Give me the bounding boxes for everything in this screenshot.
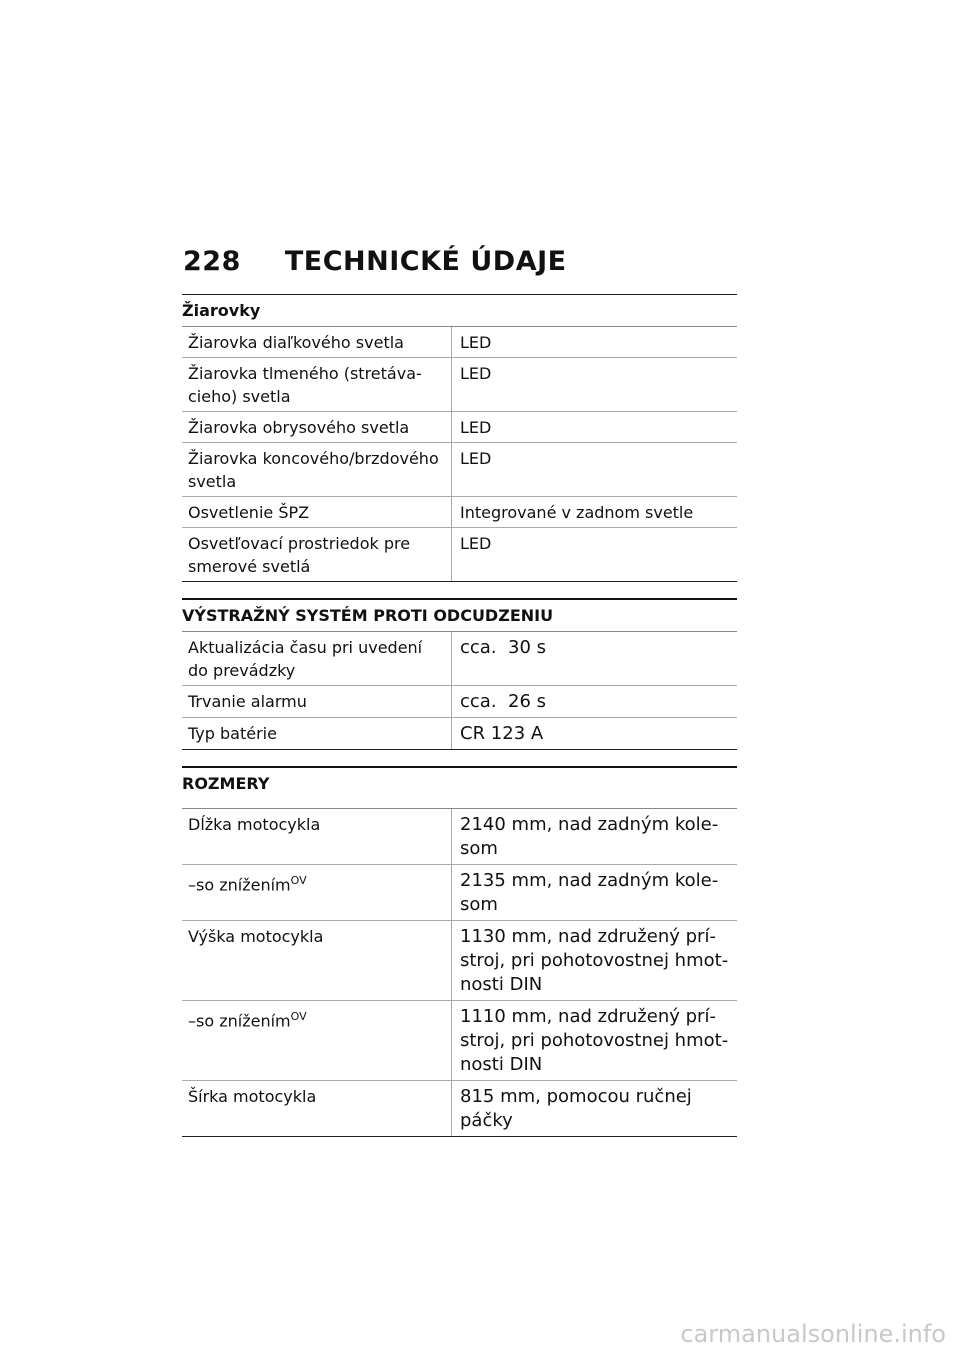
spec-label: Dĺžka motocykla (182, 809, 452, 864)
table-row (182, 632, 737, 686)
spec-value: LED (460, 449, 492, 468)
table-row (182, 1081, 737, 1137)
spec-label: Výška motocykla (182, 921, 452, 1000)
spec-label: Typ batérie (182, 718, 452, 749)
table-row (182, 497, 737, 528)
table-row (182, 865, 737, 921)
watermark: carmanualsonline.info (680, 1320, 946, 1348)
spec-value: 1110 mm, nad združený prí-stroj, pri pohotovostnej hmot-nosti DIN (460, 1006, 729, 1075)
table-row (182, 412, 737, 443)
spec-label: Osvetlenie ŠPZ (182, 497, 452, 527)
section-alarm (182, 598, 737, 750)
ov-superscript: OV (290, 1010, 307, 1023)
spec-label-text: –so znížením (188, 875, 291, 895)
spec-label (182, 1001, 452, 1080)
spec-label: Osvetľovací prostriedok pre smerové svetlá (182, 528, 452, 581)
section-dimensions (182, 766, 737, 1137)
spec-label: Žiarovka tlmeného (stretáva-cieho) svetla (182, 358, 452, 411)
spec-label (182, 865, 452, 920)
section-bulbs (182, 294, 737, 582)
spec-label: Žiarovka koncového/brzdového svetla (182, 443, 452, 496)
spec-label-text: –so znížením (188, 1011, 291, 1031)
spec-label: Aktualizácia času pri uvedení do prevádzky (182, 632, 452, 685)
spec-label: Žiarovka obrysového svetla (182, 412, 452, 442)
section-spacer (182, 582, 737, 598)
table-row (182, 718, 737, 750)
table-row (182, 327, 737, 358)
section-title: Žiarovky (182, 294, 737, 327)
spec-value: cca. 30 s (460, 637, 546, 658)
page-title: TECHNICKÉ ÚDAJE (284, 246, 567, 277)
spec-table (182, 809, 737, 1137)
page-header (183, 246, 567, 277)
spec-label: Trvanie alarmu (182, 686, 452, 717)
section-title: ROZMERY (182, 766, 737, 809)
spec-table (182, 632, 737, 750)
spec-value: CR 123 A (460, 723, 544, 744)
spec-value: LED (460, 333, 492, 352)
spec-value: Integrované v zadnom svetle (460, 503, 694, 522)
page-number: 228 (183, 246, 241, 277)
spec-value: 1130 mm, nad združený prí-stroj, pri pohotovostnej hmot-nosti DIN (460, 926, 729, 995)
spec-table (182, 327, 737, 582)
spec-label: Žiarovka diaľkového svetla (182, 327, 452, 357)
spec-value: 2135 mm, nad zadným kole-som (460, 870, 719, 915)
table-row (182, 809, 737, 865)
table-row (182, 528, 737, 582)
table-row (182, 686, 737, 718)
section-spacer (182, 750, 737, 766)
spec-value: 815 mm, pomocou ručnej páčky (460, 1086, 692, 1131)
table-row (182, 1001, 737, 1081)
table-row (182, 358, 737, 412)
spec-value: LED (460, 418, 492, 437)
ov-superscript: OV (290, 874, 307, 887)
spec-label: Šírka motocykla (182, 1081, 452, 1136)
spec-value: cca. 26 s (460, 691, 546, 712)
spec-value: LED (460, 364, 492, 383)
spec-value: LED (460, 534, 492, 553)
spec-value: 2140 mm, nad zadným kole-som (460, 814, 719, 859)
section-title: VÝSTRAŽNÝ SYSTÉM PROTI ODCUDZENIU (182, 598, 737, 632)
spec-content (182, 294, 737, 1137)
table-row (182, 921, 737, 1001)
table-row (182, 443, 737, 497)
